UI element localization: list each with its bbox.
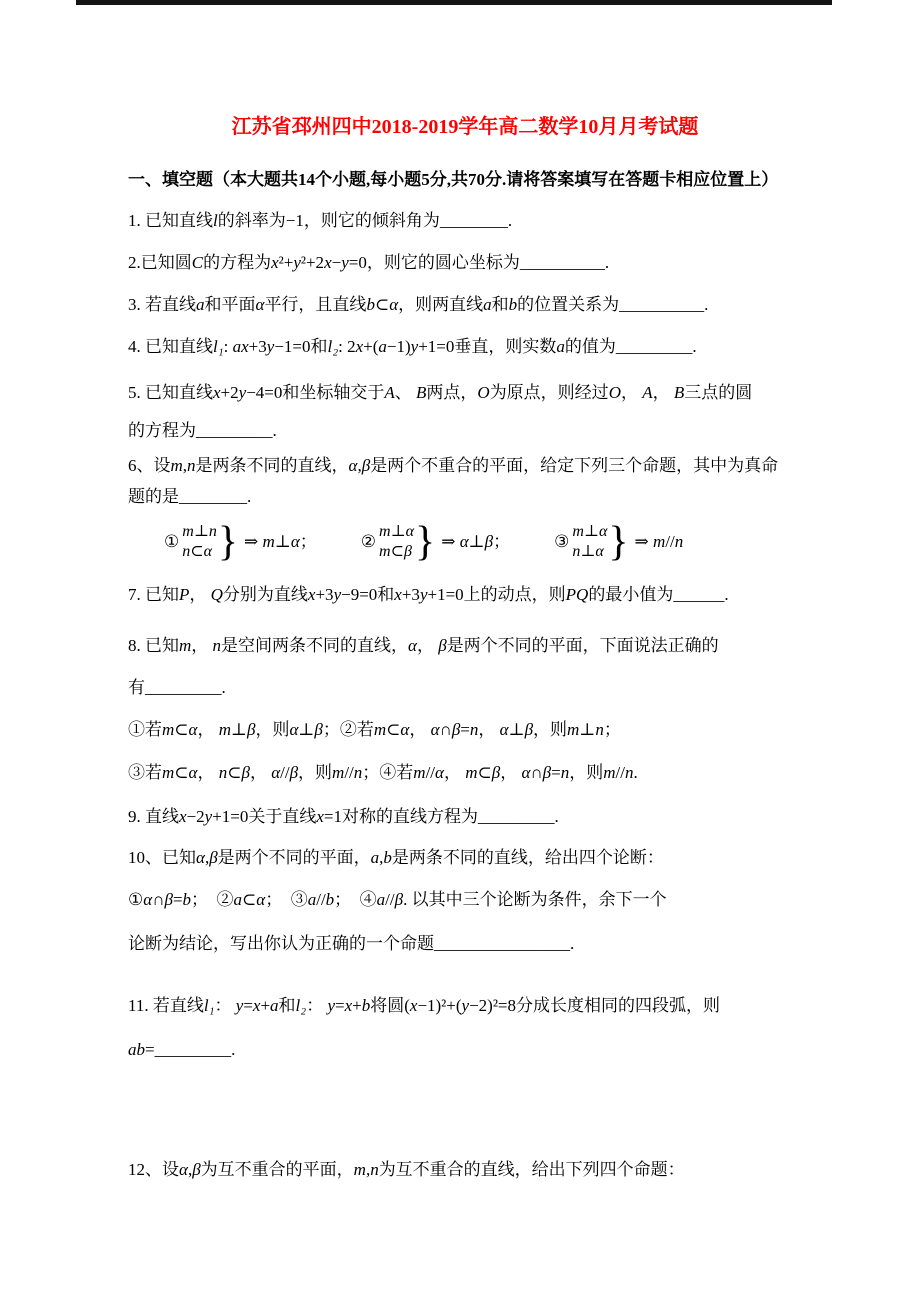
text-line: 2.已知圆C的方程为x²+y²+2x−y=0，则它的圆心坐标为__________. [128, 253, 610, 272]
circled-number: ① [164, 532, 180, 551]
stacked-conditions [379, 522, 414, 562]
text-line: 11. 若直线l₁： y=x+a和l₂： y=x+b将圆(x−1)²+(y−2)²=8分成长度相同的四段弧，则 [128, 996, 721, 1015]
condition-top: m⊥α [379, 523, 415, 540]
text-line: 3. 若直线a和平面α平行，且直线b⊂α，则两直线a和b的位置关系为__________. [128, 295, 709, 314]
condition-top: m⊥n [182, 523, 217, 540]
circled-number: ③ [554, 532, 570, 551]
proposition-group [360, 519, 511, 565]
text-line: 8. 已知m， n是空间两条不同的直线，α， β是两个不同的平面，下面说法正确的 [128, 636, 719, 655]
condition-bottom: n⊥α [572, 543, 604, 560]
right-brace: } [608, 519, 629, 565]
stacked-conditions [182, 522, 217, 562]
proposition-stack-row [164, 519, 802, 565]
text-line: 6、设m,n是两条不同的直线，α,β是两个不重合的平面，给定下列三个命题，其中为真命 [128, 456, 779, 475]
text-line: 论断为结论，写出你认为正确的一个命题________________. [128, 934, 575, 953]
question-list [128, 210, 802, 1181]
conclusion-text: ⇒ m⊥α； [244, 532, 317, 551]
condition-bottom: n⊂α [182, 543, 213, 560]
stacked-conditions [572, 522, 607, 562]
text-line: ③若m⊂α， n⊂β， α//β，则m//n；④若m//α， m⊂β， α∩β=n，则m//n. [128, 763, 638, 782]
text-line: 9. 直线x−2y+1=0关于直线x=1对称的直线方程为_________. [128, 807, 559, 826]
proposition-group [164, 519, 317, 565]
text-line: ①若m⊂α， m⊥β，则α⊥β；②若m⊂α， α∩β=n， α⊥β，则m⊥n； [128, 720, 621, 739]
condition-top: m⊥α [572, 523, 608, 540]
page-title: 江苏省邳州四中2018-2019学年高二数学10月月考试题 [231, 116, 699, 138]
text-line: 7. 已知P， Q分别为直线x+3y−9=0和x+3y+1=0上的动点，则PQ的最小值为______. [128, 585, 729, 604]
text-line: 1. 已知直线l的斜率为−1，则它的倾斜角为________. [128, 211, 513, 230]
text-line: 10、已知α,β是两个不同的平面，a,b是两条不同的直线，给出四个论断： [128, 848, 664, 867]
text-line: 的方程为_________. [128, 421, 277, 440]
conclusion-text: ⇒ α⊥β； [441, 532, 511, 551]
conclusion-text: ⇒ m//n [634, 532, 684, 551]
text-line: 题的是________. [128, 487, 252, 506]
circled-number: ② [360, 532, 376, 551]
proposition-group [554, 519, 684, 565]
text-line: 5. 已知直线x+2y−4=0和坐标轴交于A、 B两点，O为原点，则经过O， A， B三点的圆 [128, 383, 753, 402]
document-content [0, 110, 920, 1181]
section-header: 一、填空题（本大题共14个小题,每小题5分,共70分.请将答案填写在答题卡相应位置上） [128, 170, 779, 189]
page-top-edge [76, 0, 832, 5]
text-line: 12、设α,β为互不重合的平面，m,n为互不重合的直线，给出下列四个命题： [128, 1160, 685, 1179]
text-line: ①α∩β=b； ②a⊂α； ③a//b； ④a//β. 以其中三个论断为条件，余下一个 [128, 890, 667, 909]
right-brace: } [415, 519, 436, 565]
text-line: 有_________. [128, 678, 226, 697]
text-line: ab=_________. [128, 1040, 236, 1059]
condition-bottom: m⊂β [379, 543, 412, 560]
text-line: 4. 已知直线l₁: ax+3y−1=0和l₂: 2x+(a−1)y+1=0垂直，则实数a的值为_________. [128, 337, 697, 356]
right-brace: } [217, 519, 239, 565]
